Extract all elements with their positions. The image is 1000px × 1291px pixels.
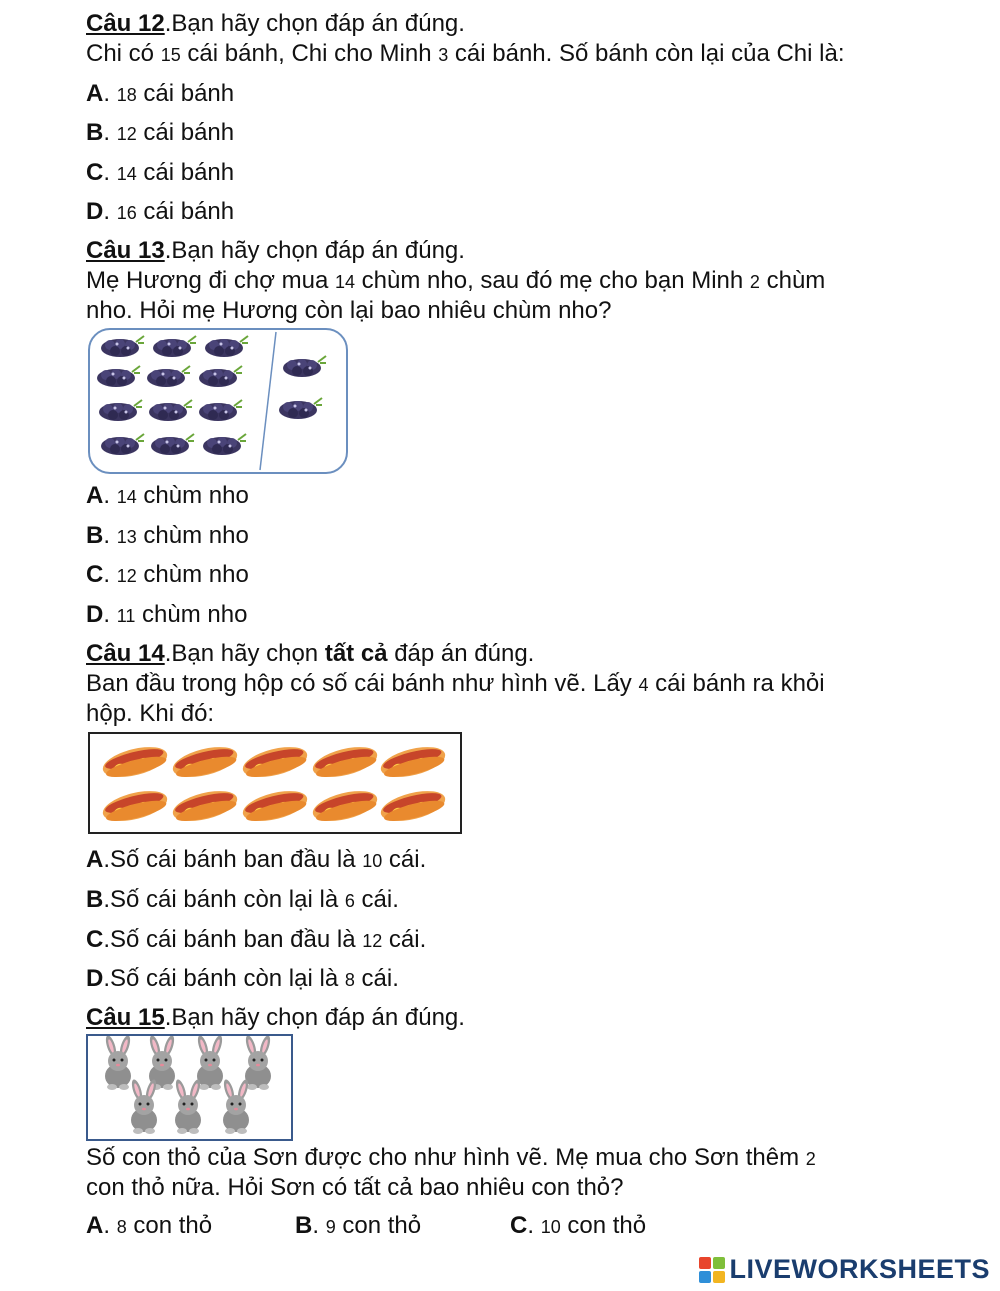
q15-text-line1: Số con thỏ của Sơn được cho như hình vẽ. Mẹ mua cho Sơn thêm 2 <box>86 1144 816 1171</box>
q13-number: Câu 13 <box>86 237 165 264</box>
q12-option-b[interactable]: B. 12 cái bánh <box>86 119 235 146</box>
q15-prompt: .Bạn hãy chọn đáp án đúng. <box>164 1004 465 1031</box>
q14-option-b[interactable]: B.Số cái bánh còn lại là 6 cái. <box>86 886 399 913</box>
rabbits-illustration <box>88 1036 291 1139</box>
q15-heading <box>86 1004 465 1032</box>
q14-text-line2: hộp. Khi đó: <box>86 700 215 727</box>
q13-heading <box>86 237 465 265</box>
q15-option-a[interactable]: A. 8 con thỏ <box>86 1212 213 1239</box>
q12-number: Câu 12 <box>86 10 165 37</box>
hotdogs-image <box>88 732 462 834</box>
q13-option-b[interactable]: B. 13 chùm nho <box>86 522 249 549</box>
q12-option-c[interactable]: C. 14 cái bánh <box>86 159 235 186</box>
q13-text-line1: Mẹ Hương đi chợ mua 14 chùm nho, sau đó mẹ cho bạn Minh 2 chùm <box>86 267 826 294</box>
q13-option-c[interactable]: C. 12 chùm nho <box>86 561 249 588</box>
q14-number: Câu 14 <box>86 640 165 667</box>
q15-option-b[interactable]: B. 9 con thỏ <box>295 1212 422 1239</box>
q14-option-a[interactable]: A.Số cái bánh ban đầu là 10 cái. <box>86 846 427 873</box>
q14-heading: Câu 14.Bạn hãy chọn tất cả đáp án đúng. <box>86 640 535 667</box>
q13-text-line2: nho. Hỏi mẹ Hương còn lại bao nhiêu chùm nho? <box>86 297 612 324</box>
hotdogs-illustration <box>90 734 460 832</box>
q15-number: Câu 15 <box>86 1004 165 1031</box>
liveworksheets-logo-icon <box>699 1257 725 1283</box>
q13-option-a[interactable]: A. 14 chùm nho <box>86 482 249 509</box>
q13-option-d[interactable]: D. 11 chùm nho <box>86 601 248 628</box>
grapes-image <box>88 328 348 474</box>
rabbits-image <box>86 1034 293 1141</box>
q15-text-line2: con thỏ nữa. Hỏi Sơn có tất cả bao nhiêu con thỏ? <box>86 1174 624 1201</box>
q12-heading <box>86 10 465 38</box>
q14-option-d[interactable]: D.Số cái bánh còn lại là 8 cái. <box>86 965 399 992</box>
liveworksheets-logo <box>699 1254 990 1285</box>
q12-option-a[interactable]: A. 18 cái bánh <box>86 80 235 107</box>
q12-option-d[interactable]: D. 16 cái bánh <box>86 198 235 225</box>
q12-text: Chi có 15 cái bánh, Chi cho Minh 3 cái bánh. Số bánh còn lại của Chi là: <box>86 40 845 67</box>
q12-prompt: .Bạn hãy chọn đáp án đúng. <box>164 10 465 37</box>
q15-option-c[interactable]: C. 10 con thỏ <box>510 1212 647 1239</box>
grapes-illustration <box>90 330 346 472</box>
q14-text-line1: Ban đầu trong hộp có số cái bánh như hình vẽ. Lấy 4 cái bánh ra khỏi <box>86 670 825 697</box>
logo-text: LIVEWORKSHEETS <box>729 1254 990 1284</box>
q14-option-c[interactable]: C.Số cái bánh ban đầu là 12 cái. <box>86 926 427 953</box>
q13-prompt: .Bạn hãy chọn đáp án đúng. <box>164 237 465 264</box>
